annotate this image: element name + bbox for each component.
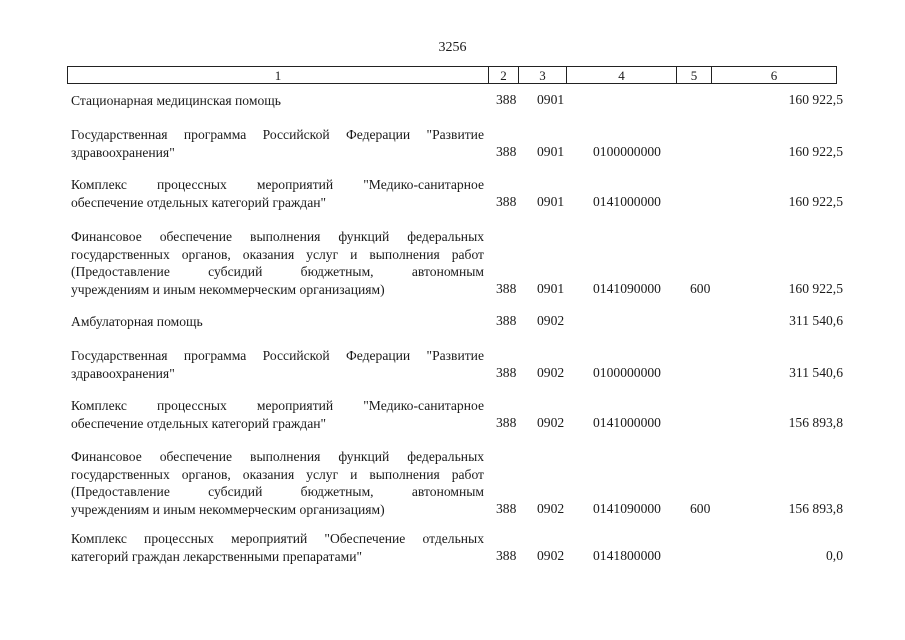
description-line: (Предоставление субсидий бюджетным, автономным [71, 264, 484, 279]
cell-col-2: 388 [496, 280, 517, 296]
row-description [71, 126, 484, 161]
cell-col-6: 160 922,5 [788, 280, 843, 296]
description-line: обеспечение отдельных категорий граждан" [71, 194, 327, 210]
cell-col-4: 0141090000 [593, 500, 661, 516]
cell-col-4: 0141800000 [593, 547, 661, 563]
description-line: Комплекс процессных мероприятий "Медико-санитарное [71, 177, 484, 192]
cell-col-3: 0901 [537, 193, 565, 209]
column-header-1: 1 [68, 67, 489, 84]
cell-col-6: 160 922,5 [788, 92, 843, 107]
row-description [71, 530, 484, 565]
cell-col-6: 156 893,8 [788, 500, 843, 516]
description-line: Государственная программа Российской Федерации "Развитие [71, 127, 484, 142]
cell-col-2: 388 [496, 500, 517, 516]
description-line: категорий граждан лекарственными препаратами" [71, 548, 363, 564]
description-line: Амбулаторная помощь [71, 314, 203, 329]
row-description [71, 397, 484, 432]
description-line: учреждениям и иным некоммерческим организациям) [71, 281, 385, 297]
cell-col-5: 600 [690, 500, 711, 516]
cell-col-3: 0902 [537, 547, 565, 563]
description-line: Государственная программа Российской Федерации "Развитие [71, 348, 484, 363]
cell-col-3: 0901 [537, 143, 565, 159]
description-line: Комплекс процессных мероприятий "Обеспечение отдельных [71, 531, 484, 546]
cell-col-4: 0100000000 [593, 143, 661, 159]
cell-col-6: 160 922,5 [788, 143, 843, 159]
cell-col-4: 0141090000 [593, 280, 661, 296]
row-description [71, 448, 484, 518]
cell-col-3: 0901 [537, 92, 565, 107]
description-line: Стационарная медицинская помощь [71, 93, 281, 108]
cell-col-3: 0901 [537, 280, 565, 296]
description-line: обеспечение отдельных категорий граждан" [71, 415, 327, 431]
cell-col-2: 388 [496, 193, 517, 209]
cell-col-4: 0141000000 [593, 193, 661, 209]
cell-col-2: 388 [496, 313, 517, 328]
cell-col-6: 156 893,8 [788, 414, 843, 430]
row-description [71, 347, 484, 382]
cell-col-6: 0,0 [826, 547, 843, 563]
cell-col-2: 388 [496, 414, 517, 430]
column-header-3: 3 [519, 67, 567, 84]
description-line: государственных органов, оказания услуг и выполнения работ [71, 466, 484, 482]
column-header-4: 4 [567, 67, 677, 84]
row-description [71, 176, 484, 211]
cell-col-6: 311 540,6 [789, 313, 843, 328]
column-header-5: 5 [677, 67, 712, 84]
description-line: Комплекс процессных мероприятий "Медико-санитарное [71, 398, 484, 413]
description-line: Финансовое обеспечение выполнения функций федеральных [71, 229, 484, 244]
cell-col-2: 388 [496, 547, 517, 563]
column-header-row [68, 67, 837, 84]
cell-col-5: 600 [690, 280, 711, 296]
cell-col-2: 388 [496, 92, 517, 107]
description-line: Финансовое обеспечение выполнения функций федеральных [71, 449, 484, 464]
cell-col-3: 0902 [537, 313, 565, 328]
cell-col-3: 0902 [537, 414, 565, 430]
page-number: 3256 [438, 40, 467, 55]
cell-col-2: 388 [496, 364, 517, 380]
description-line: государственных органов, оказания услуг и выполнения работ [71, 246, 484, 262]
cell-col-4: 0100000000 [593, 364, 661, 380]
description-line: здравоохранения" [71, 365, 175, 381]
description-line: учреждениям и иным некоммерческим организациям) [71, 501, 385, 517]
description-line: (Предоставление субсидий бюджетным, автономным [71, 484, 484, 499]
cell-col-4: 0141000000 [593, 414, 661, 430]
cell-col-6: 160 922,5 [788, 193, 843, 209]
column-header-table [67, 66, 837, 84]
description-line: здравоохранения" [71, 144, 175, 160]
row-description [71, 228, 484, 298]
column-header-6: 6 [712, 67, 837, 84]
column-header-2: 2 [489, 67, 519, 84]
cell-col-3: 0902 [537, 364, 565, 380]
cell-col-3: 0902 [537, 500, 565, 516]
cell-col-2: 388 [496, 143, 517, 159]
row-description [71, 92, 484, 110]
cell-col-6: 311 540,6 [789, 364, 843, 380]
row-description [71, 313, 484, 331]
